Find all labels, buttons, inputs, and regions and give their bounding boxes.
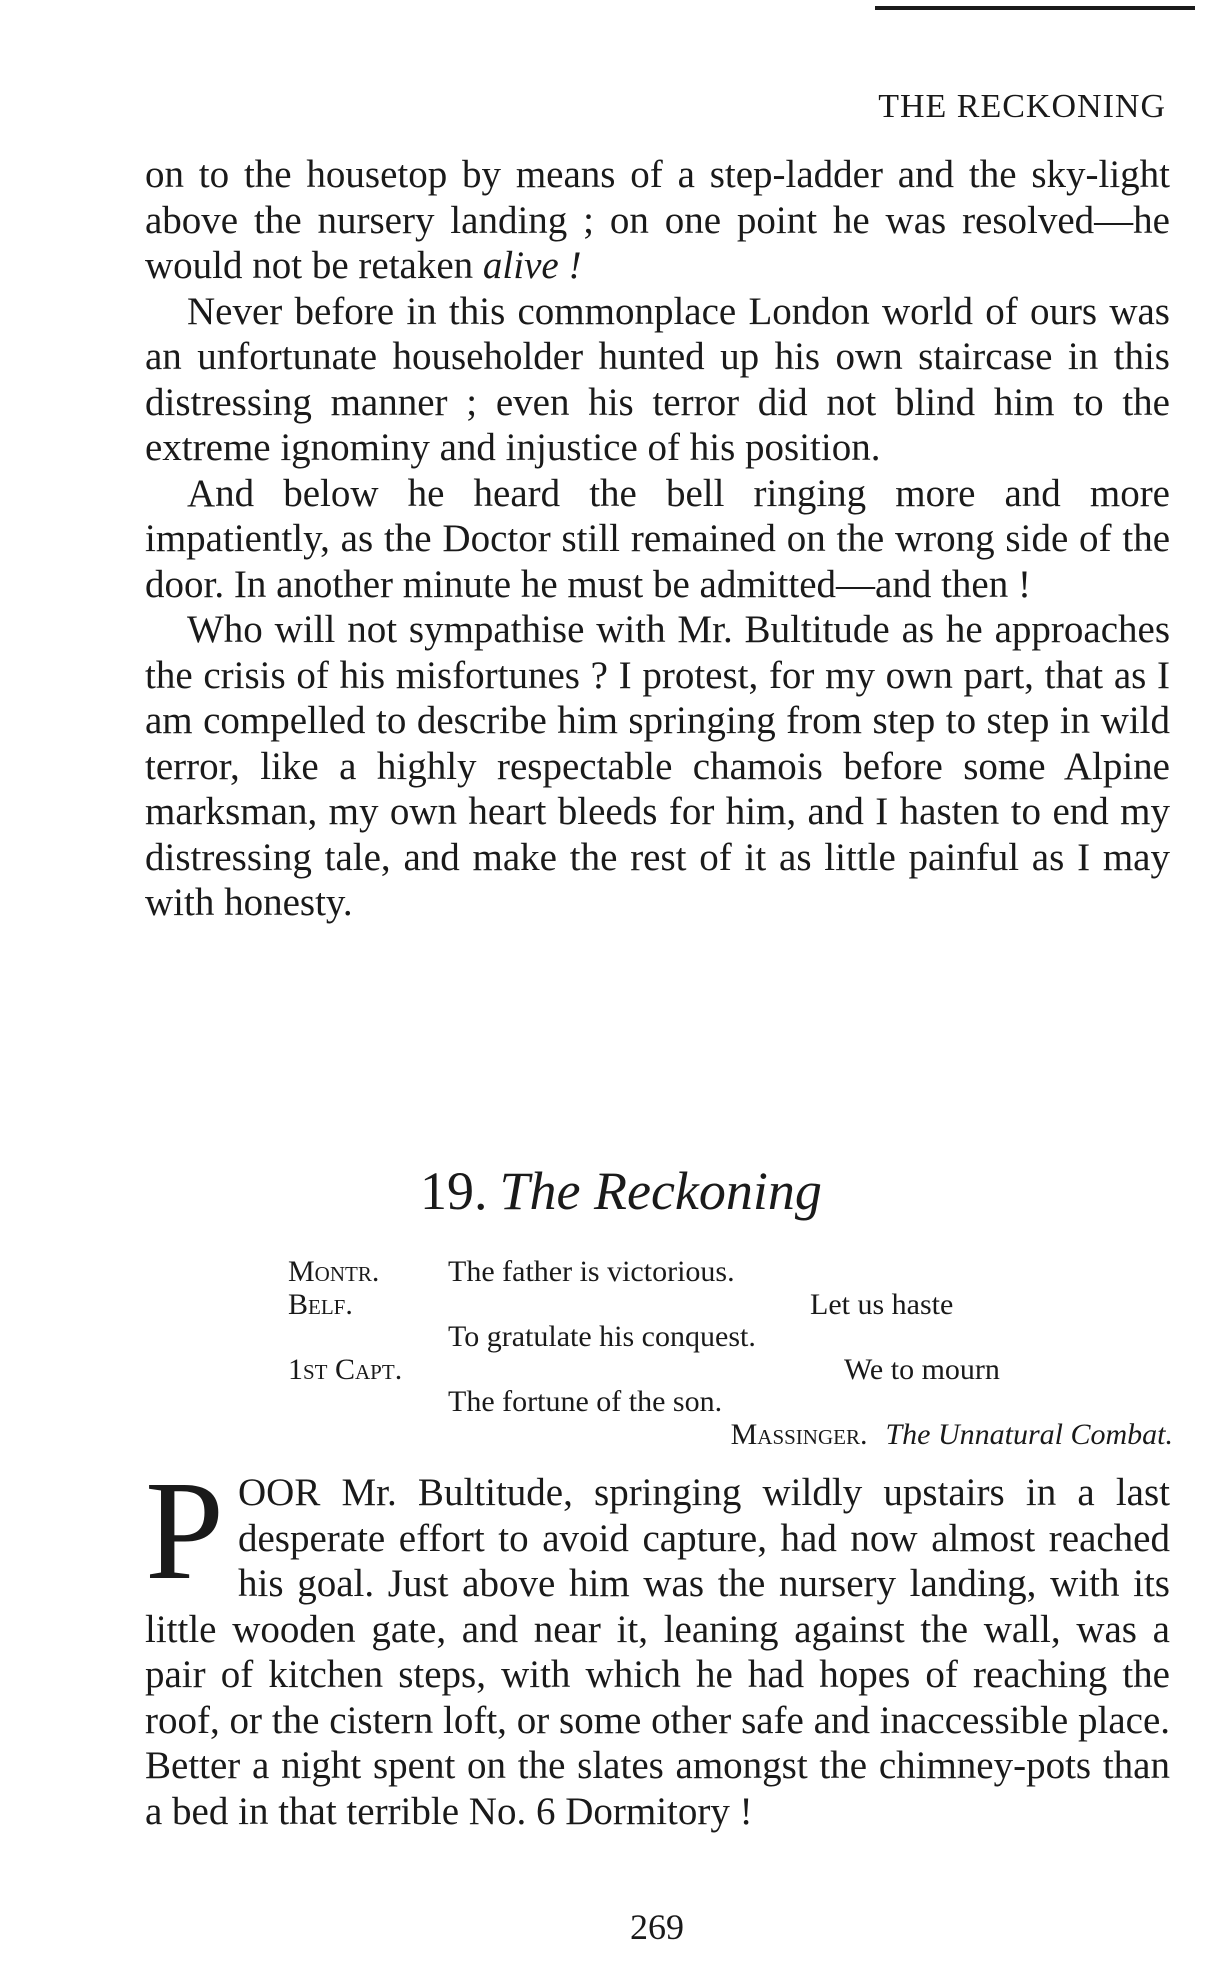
epigraph-speech: The fortune of the son.: [448, 1385, 723, 1418]
epigraph-speech: To gratulate his conquest.: [448, 1320, 756, 1353]
paragraph-text: on to the housetop by means of a step-ladder and the sky-light above the nursery landing ; on one point he was resolved—he would not be retaken: [145, 153, 1170, 287]
epigraph-speaker: Montr.: [288, 1255, 380, 1288]
epigraph-speech: Let us haste: [810, 1287, 954, 1321]
epigraph-work: The Unnatural Combat.: [885, 1417, 1173, 1451]
drop-cap: P: [145, 1451, 224, 1609]
epigraph-speaker: 1st Capt.: [288, 1352, 403, 1386]
chapter-heading: [420, 1160, 822, 1222]
epigraph-line: [288, 1256, 1173, 1289]
paragraph: And below he heard the bell ringing more and more impatiently, as the Doctor still remained on the wrong side of the door. In another minute he must be admitted—and then !: [145, 471, 1170, 606]
top-rule: [875, 6, 1195, 10]
page-number: 269: [630, 1907, 684, 1947]
epigraph-speech: The father is victorious.: [448, 1255, 735, 1288]
chapter-body: [145, 1451, 1170, 1834]
opening-paragraph: [145, 1451, 1170, 1834]
epigraph-line: [288, 1321, 1173, 1354]
epigraph-line: [288, 1386, 1173, 1419]
continued-text: [145, 152, 1170, 926]
epigraph-speaker: Belf.: [288, 1287, 353, 1321]
italic-emphasis: alive !: [482, 244, 582, 287]
epigraph: [288, 1256, 1173, 1451]
paragraph: [145, 152, 1170, 289]
paragraph: Never before in this commonplace London world of ours was an unfortunate householder hunted up his own staircase in this distressing manner ; even his terror did not blind him to the extreme ignominy and injustice of his position.: [145, 289, 1170, 469]
epigraph-attribution: [731, 1419, 1173, 1452]
opening-text: OOR Mr. Bultitude, springing wildly upstairs in a last desperate effort to avoid capture, had now almost reached his goal. Just above him was the nursery landing, with its little wooden gate, and near it, leaning against the wall, was a pair of kitchen steps, with which he had hopes of reaching the roof, or the cistern loft, or some other safe and inaccessible place. Better a night spent on the slates amongst the chimney-pots than a bed in that terrible No. 6 Dormitory !: [145, 1471, 1170, 1833]
epigraph-line: [288, 1354, 1173, 1387]
chapter-title: The Reckoning: [499, 1161, 822, 1221]
epigraph-attribution-line: [288, 1419, 1173, 1452]
chapter-number: 19.: [420, 1161, 488, 1221]
epigraph-line: [288, 1289, 1173, 1322]
epigraph-author: Massinger.: [730, 1417, 868, 1451]
running-head: THE RECKONING: [878, 88, 1166, 125]
paragraph: Who will not sympathise with Mr. Bultitude as he approaches the crisis of his misfortunes ? I protest, for my own part, that as I am compelled to describe him springing from step to step in wild terror, like a highly respectable chamois before some Alpine marksman, my own heart bleeds for him, and I hasten to end my distressing tale, and make the rest of it as little painful as I may with honesty.: [145, 608, 1170, 924]
epigraph-speech: We to mourn: [844, 1352, 1000, 1386]
